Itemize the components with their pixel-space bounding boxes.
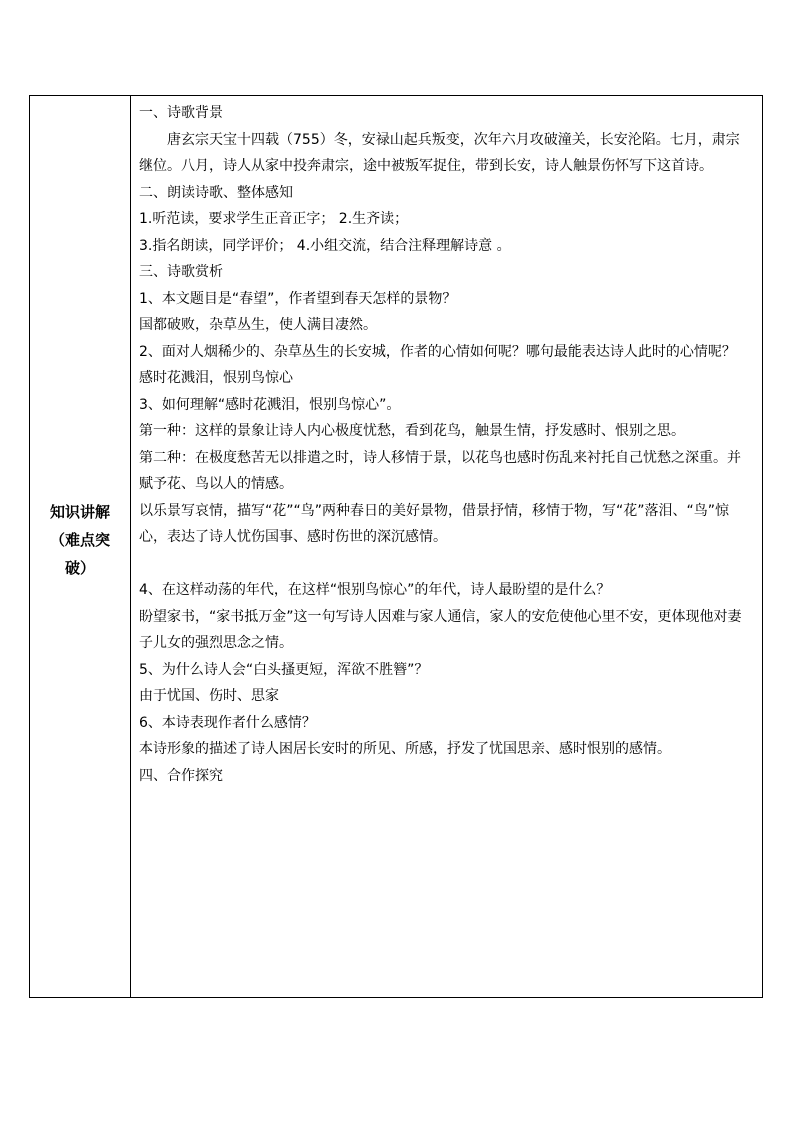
question-3: 3、如何理解“感时花溅泪，恨别鸟惊心”。 [139,396,401,413]
section-2-title: 二、朗读诗歌、整体感知 [139,184,293,201]
background-paragraph: 唐玄宗天宝十四载（755）冬，安禄山起兵叛变，次年六月攻破潼关，长安沦陷。七月，肃宗继位。八月，诗人从家中投奔肃宗，途中被叛军捉住，带到长安，诗人触景伤怀写下这首诗。 [139,131,740,174]
answer-1: 国都破败，杂草丛生，使人满目凄然。 [139,317,377,333]
question-1: 1、本文题目是“春望”，作者望到春天怎样的景物？ [139,290,457,307]
answer-5: 由于忧国、伤时、思家 [139,688,279,704]
lesson-table [29,95,763,998]
section-label [30,498,130,582]
blank-line [139,551,753,578]
question-2: 2、面对人烟稀少的、杂草丛生的长安城，作者的心情如何呢？哪句最能表达诗人此时的心情呢？ [139,343,736,360]
content-cell [131,96,762,997]
answer-4: 盼望家书，“家书抵万金”这一句写诗人因难与家人通信，家人的安危使他心里不安，更体现他对妻子儿女的强烈思念之情。 [139,608,742,651]
reading-steps-2: 3.指名朗读，同学评价； 4.小组交流，结合注释理解诗意 。 [139,237,511,254]
label-cell [30,96,131,997]
question-5: 5、为什么诗人会“白头搔更短，浑欲不胜簪”？ [139,661,429,678]
answer-6: 本诗形象的描述了诗人困居长安时的所见、所感，抒发了忧国思亲、感时恨别的感情。 [139,741,671,757]
content-body [139,100,753,789]
section-3-title: 三、诗歌赏析 [139,264,223,280]
answer-3-summary: 以乐景写哀情，描写“花”“鸟”两种春日的美好景物，借景抒情，移情于物，写“花”落泪、“鸟”惊心，表达了诗人忧伤国事、感时伤世的深沉感情。 [139,502,730,545]
question-6: 6、本诗表现作者什么感情？ [139,714,316,731]
section-4-title: 四、合作探究 [139,767,223,784]
label-line-1: 知识讲解 [49,503,110,521]
section-1-title: 一、诗歌背景 [139,105,223,121]
question-4: 4、在这样动荡的年代，在这样“恨别鸟惊心”的年代，诗人最盼望的是什么？ [139,582,611,598]
answer-3-first: 第一种：这样的景象让诗人内心极度忧愁，看到花鸟，触景生情，抒发感时、恨别之思。 [139,423,685,439]
label-line-2: （难点突 [49,531,110,549]
answer-3-second: 第二种：在极度愁苦无以排遣之时，诗人移情于景，以花鸟也感时伤乱来衬托自己忧愁之深重。并赋予花、鸟以人的情感。 [139,449,741,492]
answer-2: 感时花溅泪，恨别鸟惊心 [139,370,293,386]
reading-steps-1: 1.听范读，要求学生正音正字； 2.生齐读； [139,211,409,227]
label-line-3: 破） [64,559,95,577]
